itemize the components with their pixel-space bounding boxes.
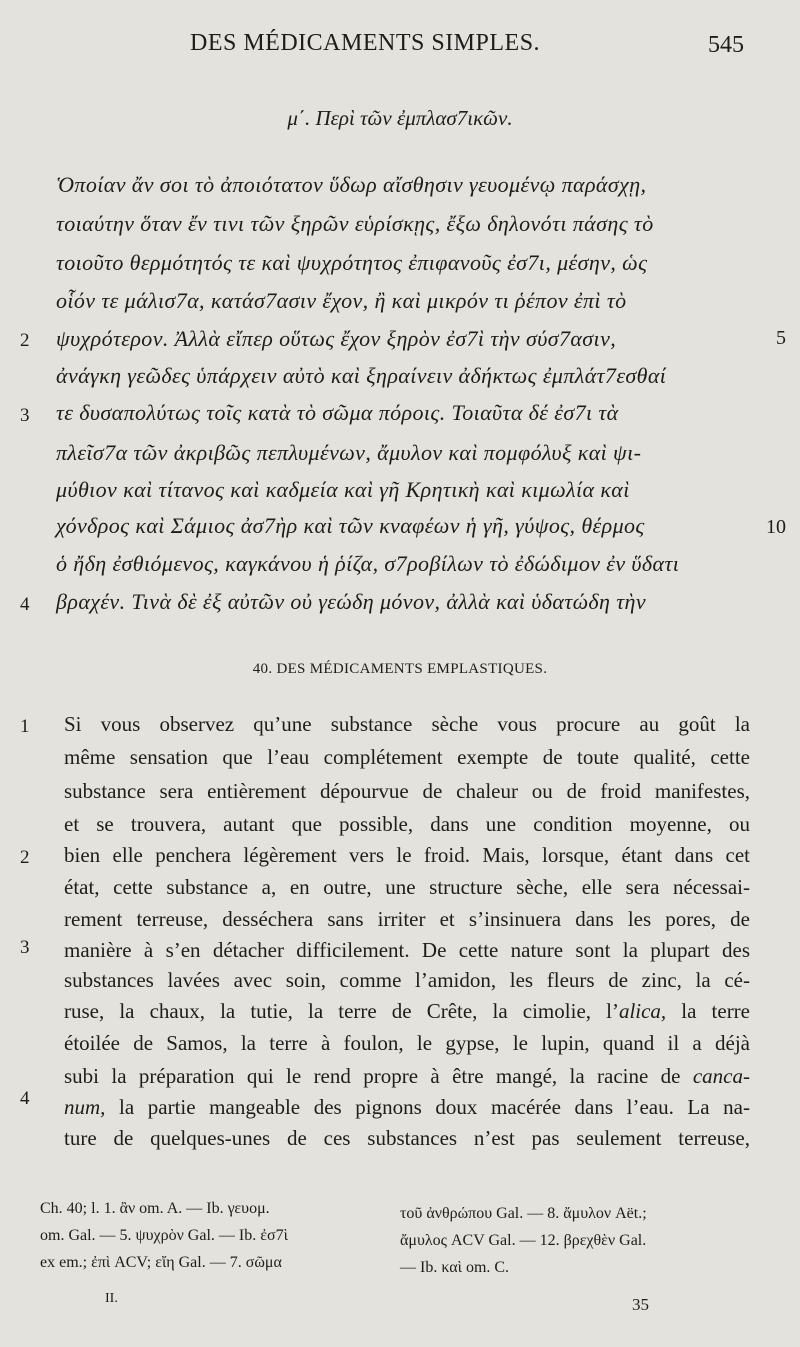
footnotes-right-column	[400, 1200, 647, 1281]
french-line: substances lavées avec soin, comme l’amidon, les fleurs de zinc, la cé-	[64, 968, 750, 992]
french-line: substance sera entièrement dépourvue de chaleur ou de froid manifestes,	[64, 779, 750, 803]
greek-line-number: 10	[766, 516, 786, 538]
greek-line: τοιοῦτο θερμότητός τε καὶ ψυχρότητος ἐπιφανοῦς ἐσ7ι, μέσην, ὡς	[56, 250, 648, 275]
greek-line-number: 5	[776, 327, 786, 349]
greek-section-heading: μ΄. Περὶ τῶν ἐμπλασ7ικῶν.	[287, 106, 513, 130]
greek-line: ὁ ἤδη ἐσθιόμενος, καγκάνου ἡ ῥίζα, σ7ροβίλων τὸ ἐδώδιμον ἐν ὕδατι	[56, 551, 680, 576]
french-line	[64, 1064, 750, 1089]
footnote-line: ex em.; ἐπὶ ACV; εἴη Gal. — 7. σῶμα	[40, 1254, 282, 1271]
greek-line: τοιαύτην ὅταν ἔν τινι τῶν ξηρῶν εὑρίσκῃς, ἔξω δηλονότι πάσης τὸ	[56, 211, 654, 236]
footnote-line: τοῦ ἀνθρώπου Gal. — 8. ἄμυλον Aët.;	[400, 1205, 647, 1222]
french-line: ture de quelques-unes de ces substances n’est pas seulement terreuse,	[64, 1126, 750, 1150]
french-section-heading: 40. DES MÉDICAMENTS EMPLASTIQUES.	[252, 661, 548, 677]
french-italic-term: alica,	[618, 999, 667, 1023]
greek-paragraph-number: 2	[20, 330, 30, 351]
greek-line: ψυχρότερον. Ἀλλὰ εἴπερ οὕτως ἔχον ξηρὸν ἐσ7ὶ τὴν σύσ7ασιν,	[56, 326, 617, 351]
french-line-text: la terre	[666, 999, 750, 1023]
french-line-text: subi la préparation qui le rend propre à être mangé, la racine de	[64, 1064, 693, 1088]
french-line: et se trouvera, autant que possible, dans une condition moyenne, ou	[64, 812, 750, 836]
french-paragraph-number: 3	[20, 937, 30, 958]
greek-line: πλεῖσ7α τῶν ἀκριβῶς πεπλυμένων, ἄμυλον καὶ πομφόλυξ καὶ ψι-	[56, 440, 642, 465]
french-line	[64, 1095, 750, 1120]
footnote-line: ἄμυλος ACV Gal. — 12. βρεχθὲν Gal.	[400, 1232, 647, 1249]
greek-line: μύθιον καὶ τίτανος καὶ καδμεία καὶ γῆ Κρητικὴ καὶ κιμωλία καὶ	[56, 477, 630, 502]
french-line: bien elle penchera légèrement vers le froid. Mais, lorsque, étant dans cet	[64, 843, 750, 867]
greek-line: βραχέν. Τινὰ δὲ ἐξ αὐτῶν οὐ γεώδη μόνον, ἀλλὰ καὶ ὑδατώδη τὴν	[56, 589, 646, 614]
french-paragraph-number: 4	[20, 1088, 30, 1109]
greek-line: Ὁποίαν ἄν σοι τὸ ἀποιότατον ὕδωρ αἴσθησιν γευομένῳ παράσχῃ,	[56, 172, 647, 197]
french-line: étoilée de Samos, la terre à foulon, le gypse, le lupin, quand il a déjà	[64, 1031, 750, 1055]
french-line-text: la partie mangeable des pignons doux macérée dans l’eau. La na-	[105, 1095, 750, 1119]
volume-signature: II.	[105, 1291, 118, 1306]
footnote-line: om. Gal. — 5. ψυχρὸν Gal. — Ib. ἐσ7ὶ	[40, 1227, 288, 1244]
greek-line: ἀνάγκη γεῶδες ὑπάρχειν αὐτὸ καὶ ξηραίνειν ἀδήκτως ἐμπλάτ7εσθαί	[56, 363, 667, 388]
french-italic-term: num,	[64, 1095, 106, 1119]
french-line	[64, 999, 750, 1024]
sheet-signature: 35	[632, 1295, 649, 1314]
french-line: état, cette substance a, en outre, une structure sèche, elle sera nécessai-	[64, 875, 750, 899]
french-line: même sensation que l’eau complétement exempte de toute qualité, cette	[64, 745, 750, 769]
french-paragraph-number: 2	[20, 847, 30, 868]
french-line: rement terreuse, desséchera sans irriter et s’insinuera dans les pores, de	[64, 907, 750, 931]
footnote-line: — Ib. καὶ om. C.	[400, 1259, 510, 1276]
running-title: DES MÉDICAMENTS SIMPLES.	[190, 30, 541, 56]
footnotes-left-column	[40, 1195, 288, 1276]
greek-paragraph-number: 4	[20, 594, 30, 615]
footnote-line: Ch. 40; l. 1. ἂν om. A. — Ib. γευομ.	[40, 1200, 270, 1217]
greek-line: οἷόν τε μάλισ7α, κατάσ7ασιν ἔχον, ἢ καὶ μικρόν τι ῥέπον ἐπὶ τὸ	[56, 288, 627, 313]
greek-line: χόνδρος καὶ Σάμιος ἀσ7ὴρ καὶ τῶν κναφέων ἡ γῆ, γύψος, θέρμος	[56, 513, 645, 538]
french-italic-term: canca-	[692, 1064, 750, 1088]
greek-line: τε δυσαπολύτως τοῖς κατὰ τὸ σῶμα πόροις. Τοιαῦτα δέ ἐσ7ι τὰ	[56, 400, 619, 425]
greek-paragraph-number: 3	[20, 405, 30, 426]
french-paragraph-number: 1	[20, 716, 30, 737]
french-line-text: ruse, la chaux, la tutie, la terre de Crête, la cimolie, l’	[64, 999, 619, 1023]
french-line: manière à s’en détacher difficilement. De cette nature sont la plupart des	[64, 938, 750, 962]
page-number: 545	[708, 32, 744, 58]
french-line: Si vous observez qu’une substance sèche vous procure au goût la	[64, 712, 750, 736]
